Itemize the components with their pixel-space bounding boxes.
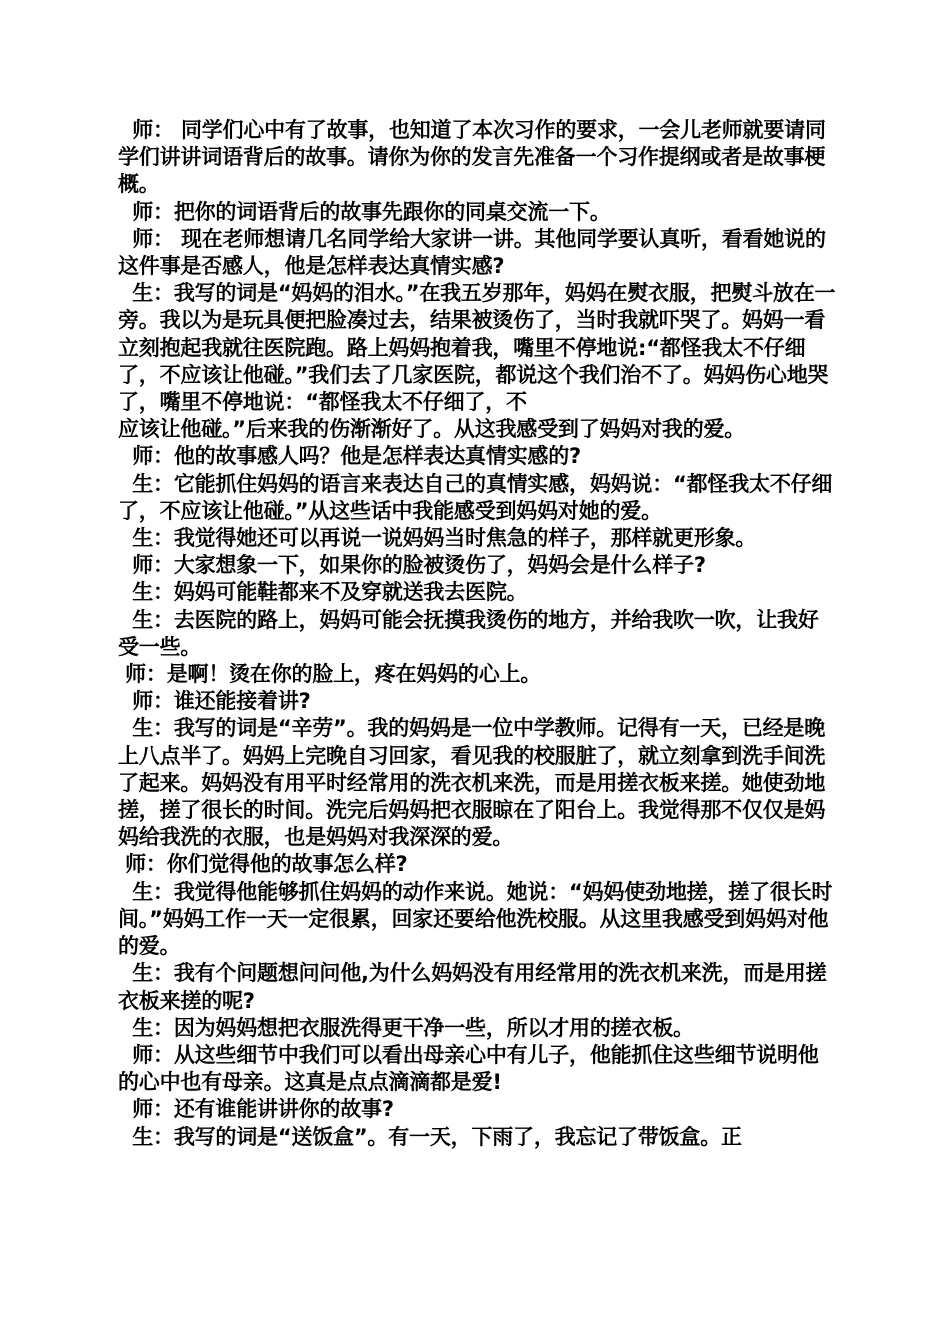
paragraph-teacher-intro: 师： 同学们心中有了故事，也知道了本次习作的要求，一会儿老师就要请同学们讲讲词语背后的故事。请你为你的发言先准备一个习作提纲或者是故事梗概。 bbox=[118, 118, 826, 197]
paragraph-student-hardwork: 生：我写的词是“辛劳”。我的妈妈是一位中学教师。记得有一天，已经是晚上八点半了。妈妈上完晚自习回家，看见我的校服脏了，就立刻拿到洗手间洗了起来。妈妈没有用平时经常用的洗衣机来洗，而是用搓衣板来搓。她使劲地搓，搓了很长的时间。洗完后妈妈把衣服晾在了阳台上。我觉得那不仅仅是妈妈给我洗的衣服，也是妈妈对我深深的爱。 bbox=[118, 716, 826, 850]
document-body bbox=[118, 117, 838, 1151]
paragraph-teacher-imagine: 师：大家想象一下，如果你的脸被烫伤了，妈妈会是什么样子? bbox=[118, 553, 706, 578]
paragraph-teacher-details: 师：从这些细节中我们可以看出母亲心中有儿子，他能抓住这些细节说明他的心中也有母亲。这真是点点滴滴都是爱! bbox=[118, 1042, 819, 1095]
paragraph-student-tears-end: 应该让他碰。”后来我的伤渐渐好了。从这我感受到了妈妈对我的爱。 bbox=[118, 417, 746, 442]
paragraph-teacher-invite: 师： 现在老师想请几名同学给大家讲一讲。其他同学要认真听，看看她说的这件事是否感人，他是怎样表达真情实感? bbox=[118, 226, 826, 279]
paragraph-teacher-opinion: 师：你们觉得他的故事怎么样? bbox=[118, 852, 408, 877]
paragraph-teacher-heart: 师：是啊！烫在你的脸上，疼在妈妈的心上。 bbox=[118, 662, 542, 687]
paragraph-student-question: 生：我有个问题想问问他,为什么妈妈没有用经常用的洗衣机来洗，而是用搓衣板来搓的呢? bbox=[118, 961, 827, 1013]
paragraph-student-lunchbox: 生：我写的词是“送饭盒”。有一天，下雨了，我忘记了带饭盒。正 bbox=[118, 1124, 742, 1149]
paragraph-student-suggestion: 生：我觉得她还可以再说一说妈妈当时焦急的样子，那样就更形象。 bbox=[118, 526, 757, 551]
paragraph-teacher-next: 师：谁还能接着讲? bbox=[118, 689, 311, 714]
paragraph-student-hospital: 生：去医院的路上，妈妈可能会抚摸我烫伤的地方，并给我吹一吹，让我好受一些。 bbox=[118, 607, 819, 659]
paragraph-student-tears: 生：我写的词是“妈妈的泪水。”在我五岁那年，妈妈在熨衣服，把熨斗放在一旁。我以为是玩具便把脸凑过去，结果被烫伤了，当时我就吓哭了。妈妈一看立刻抱起我就往医院跑。路上妈妈抱着我，嘴里不停地说:“都怪我太不仔细了，不应该让他碰。”我们去了几家医院，都说这个我们治不了。妈妈伤心地哭了，嘴里不停地说：“都怪我太不仔细了，不 bbox=[118, 281, 836, 415]
paragraph-student-comment-action: 生：我觉得他能够抓住妈妈的动作来说。她说：“妈妈使劲地搓，搓了很长时间。”妈妈工作一天一定很累，回家还要给他洗校服。从这里我感受到妈妈对他的爱。 bbox=[118, 879, 833, 959]
paragraph-student-answer: 生：因为妈妈想把衣服洗得更干净一些，所以才用的搓衣板。 bbox=[118, 1015, 694, 1040]
paragraph-teacher-share: 师：把你的词语背后的故事先跟你的同桌交流一下。 bbox=[118, 199, 611, 224]
paragraph-student-comment-language: 生：它能抓住妈妈的语言来表达自己的真情实感，妈妈说：“都怪我太不仔细了，不应该让他碰。”从这些话中我能感受到妈妈对她的爱。 bbox=[118, 471, 833, 523]
paragraph-teacher-more: 师：还有谁能讲讲你的故事? bbox=[118, 1097, 394, 1122]
paragraph-student-shoes: 生：妈妈可能鞋都来不及穿就送我去医院。 bbox=[118, 580, 528, 605]
paragraph-teacher-question: 师：他的故事感人吗？他是怎样表达真情实感的? bbox=[118, 444, 582, 469]
